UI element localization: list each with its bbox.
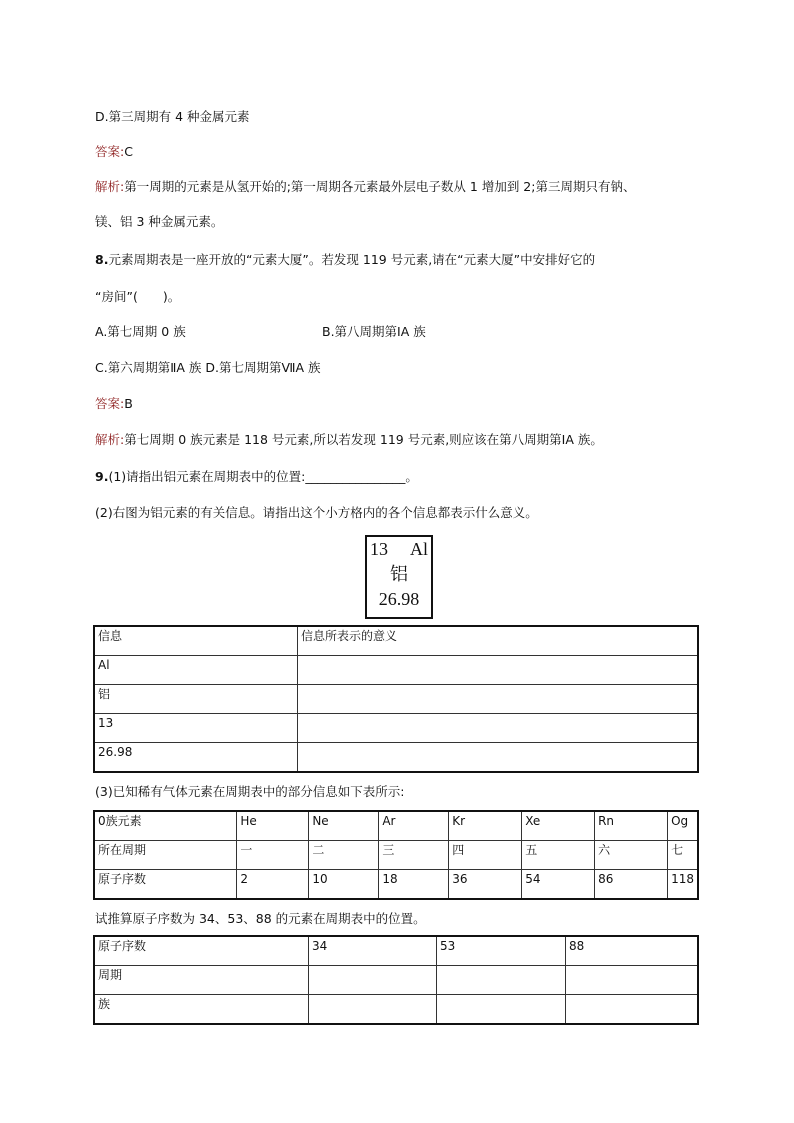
explanation-8 (95, 430, 603, 448)
table-cell: 26.98 (94, 743, 298, 773)
table-cell: 88 (566, 936, 699, 966)
element-name: 铝 (390, 564, 408, 584)
question-8 (95, 250, 595, 268)
table-cell: 铝 (94, 685, 298, 714)
table-cell: 34 (309, 936, 437, 966)
question-9-2: (2)右图为铝元素的有关信息。请指出这个小方格内的各个信息都表示什么意义。 (95, 505, 538, 520)
question-number: 8. (95, 252, 109, 267)
table-cell: Rn (595, 811, 668, 841)
table-cell: 86 (595, 870, 668, 900)
atomic-number: 13 (370, 539, 388, 559)
explanation-text: 第七周期 0 族元素是 118 号元素,所以若发现 119 号元素,则应该在第八周期第ⅠA 族。 (124, 432, 603, 447)
table-cell: Og (668, 811, 698, 841)
table-cell: Xe (522, 811, 595, 841)
table-cell: 2 (237, 870, 309, 900)
table-cell: 54 (522, 870, 595, 900)
table-cell[interactable] (437, 966, 566, 995)
table-cell: 36 (449, 870, 522, 900)
info-table (93, 625, 699, 773)
table-cell: 周期 (94, 966, 309, 995)
table-cell: 53 (437, 936, 566, 966)
table-cell[interactable] (566, 966, 699, 995)
answer-label: 答案: (95, 396, 125, 411)
table-cell: 10 (309, 870, 379, 900)
noble-gas-table (93, 810, 699, 900)
table-cell: Ne (309, 811, 379, 841)
option-a: A.第七周期 0 族 (95, 324, 186, 339)
table-row (94, 966, 698, 995)
answer-value: C (124, 144, 133, 159)
element-box (365, 535, 433, 619)
question-text: 元素周期表是一座开放的“元素大厦”。若发现 119 号元素,请在“元素大厦”中安排好它的 (108, 252, 596, 267)
table-header: 信息 (94, 626, 298, 656)
element-symbol: Al (410, 539, 428, 559)
table-cell: 所在周期 (94, 841, 237, 870)
table-row (94, 870, 698, 900)
question-9-4: 试推算原子序数为 34、53、88 的元素在周期表中的位置。 (95, 911, 426, 926)
explanation-label: 解析: (95, 432, 125, 447)
table-cell: 三 (379, 841, 449, 870)
table-cell: 18 (379, 870, 449, 900)
option-b: B.第八周期第ⅠA 族 (322, 324, 426, 339)
table-cell: 原子序数 (94, 936, 309, 966)
table-cell: He (237, 811, 309, 841)
question-8-cont: “房间”( )。 (95, 289, 181, 304)
table-cell: 13 (94, 714, 298, 743)
table-cell: 原子序数 (94, 870, 237, 900)
table-cell[interactable] (298, 685, 699, 714)
explanation-label: 解析: (95, 179, 125, 194)
option-d: D.第三周期有 4 种金属元素 (95, 109, 250, 124)
table-cell: Ar (379, 811, 449, 841)
atomic-mass: 26.98 (378, 589, 420, 609)
table-row (94, 995, 698, 1025)
table-row (94, 936, 698, 966)
table-cell: Kr (449, 811, 522, 841)
table-cell: 0族元素 (94, 811, 237, 841)
table-cell: 族 (94, 995, 309, 1025)
answer-8 (95, 394, 133, 412)
question-text: (1)请指出铝元素在周期表中的位置:________________。 (108, 469, 418, 484)
table-row (94, 811, 698, 841)
answer-value: B (124, 396, 133, 411)
explanation-text: 第一周期的元素是从氢开始的;第一周期各元素最外层电子数从 1 增加到 2;第三周期只有钠、 (124, 179, 636, 194)
table-cell: 七 (668, 841, 698, 870)
question-9-3: (3)已知稀有气体元素在周期表中的部分信息如下表所示: (95, 784, 405, 799)
explanation-7 (95, 177, 635, 195)
question-9-1 (95, 467, 418, 485)
answer-7 (95, 142, 133, 160)
answer-label: 答案: (95, 144, 125, 159)
table-cell[interactable] (298, 743, 699, 773)
table-cell: 五 (522, 841, 595, 870)
table-cell[interactable] (298, 656, 699, 685)
table-cell[interactable] (309, 966, 437, 995)
table-cell[interactable] (566, 995, 699, 1025)
answer-table (93, 935, 699, 1025)
table-cell[interactable] (309, 995, 437, 1025)
table-cell: 一 (237, 841, 309, 870)
option-c-d: C.第六周期第ⅡA 族 D.第七周期第ⅦA 族 (95, 360, 321, 375)
table-cell: 二 (309, 841, 379, 870)
explanation-7-cont: 镁、铝 3 种金属元素。 (95, 214, 224, 229)
table-cell: Al (94, 656, 298, 685)
table-row (94, 841, 698, 870)
question-number: 9. (95, 469, 109, 484)
table-cell[interactable] (298, 714, 699, 743)
table-cell: 六 (595, 841, 668, 870)
table-cell: 四 (449, 841, 522, 870)
table-cell[interactable] (437, 995, 566, 1025)
table-header: 信息所表示的意义 (298, 626, 699, 656)
table-cell: 118 (668, 870, 698, 900)
